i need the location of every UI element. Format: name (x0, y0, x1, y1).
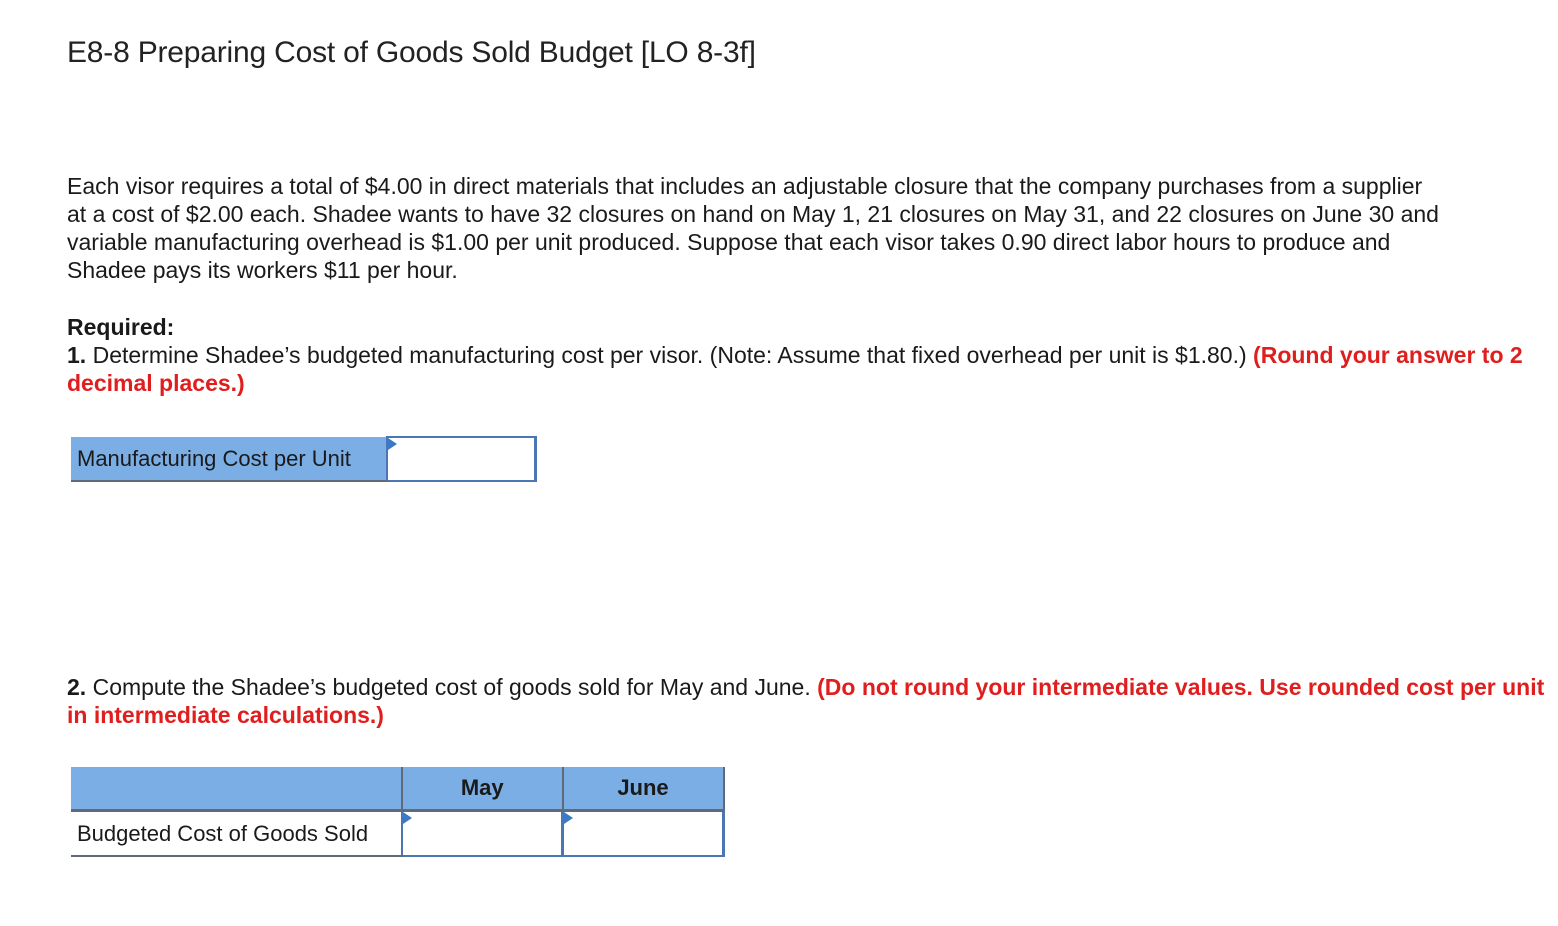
manufacturing-cost-cell[interactable] (387, 437, 536, 481)
manufacturing-cost-input[interactable] (388, 438, 534, 480)
manufacturing-cost-label: Manufacturing Cost per Unit (71, 437, 387, 481)
required-heading: Required: (67, 314, 175, 340)
question-1-rounding-note: (Round your answer to 2 decimal places.) (67, 342, 1523, 396)
june-cogs-input[interactable] (564, 812, 722, 855)
table-row (71, 811, 724, 857)
required-section (67, 313, 1547, 397)
table-header-row (71, 767, 724, 811)
manufacturing-cost-table (71, 436, 537, 482)
question-2-rounding-note: (Do not round your intermediate values. Use rounded cost per unit in intermediate calculations.) (67, 674, 1545, 728)
column-header-may: May (402, 767, 563, 811)
june-cogs-cell[interactable] (563, 811, 724, 857)
table-header-blank (71, 767, 402, 811)
description-line: Shadee pays its workers $11 per hour. (67, 257, 458, 283)
cost-of-goods-sold-table (71, 767, 725, 857)
question-2-section (67, 673, 1547, 729)
budgeted-cogs-label: Budgeted Cost of Goods Sold (71, 811, 402, 857)
may-cogs-input[interactable] (403, 812, 561, 855)
description-line: at a cost of $2.00 each. Shadee wants to have 32 closures on hand on May 1, 21 closures on May 31, and 22 closures on June 30 and (67, 201, 1439, 227)
column-header-june: June (563, 767, 724, 811)
question-2-text: Compute the Shadee’s budgeted cost of goods sold for May and June. (86, 674, 818, 700)
table-row (71, 437, 536, 481)
may-cogs-cell[interactable] (402, 811, 563, 857)
question-1-number: 1. (67, 342, 87, 368)
question-2-number: 2. (67, 674, 87, 700)
question-1-text: Determine Shadee’s budgeted manufacturing cost per visor. (Note: Assume that fixed overhead per unit is $1.80.) (86, 342, 1254, 368)
description-line: Each visor requires a total of $4.00 in direct materials that includes an adjustable closure that the company purchases from a supplier (67, 173, 1423, 199)
description-line: variable manufacturing overhead is $1.00 per unit produced. Suppose that each visor takes 0.90 direct labor hours to produce and (67, 229, 1391, 255)
problem-description (67, 172, 1558, 284)
page-title: E8-8 Preparing Cost of Goods Sold Budget [LO 8-3f] (67, 36, 756, 69)
